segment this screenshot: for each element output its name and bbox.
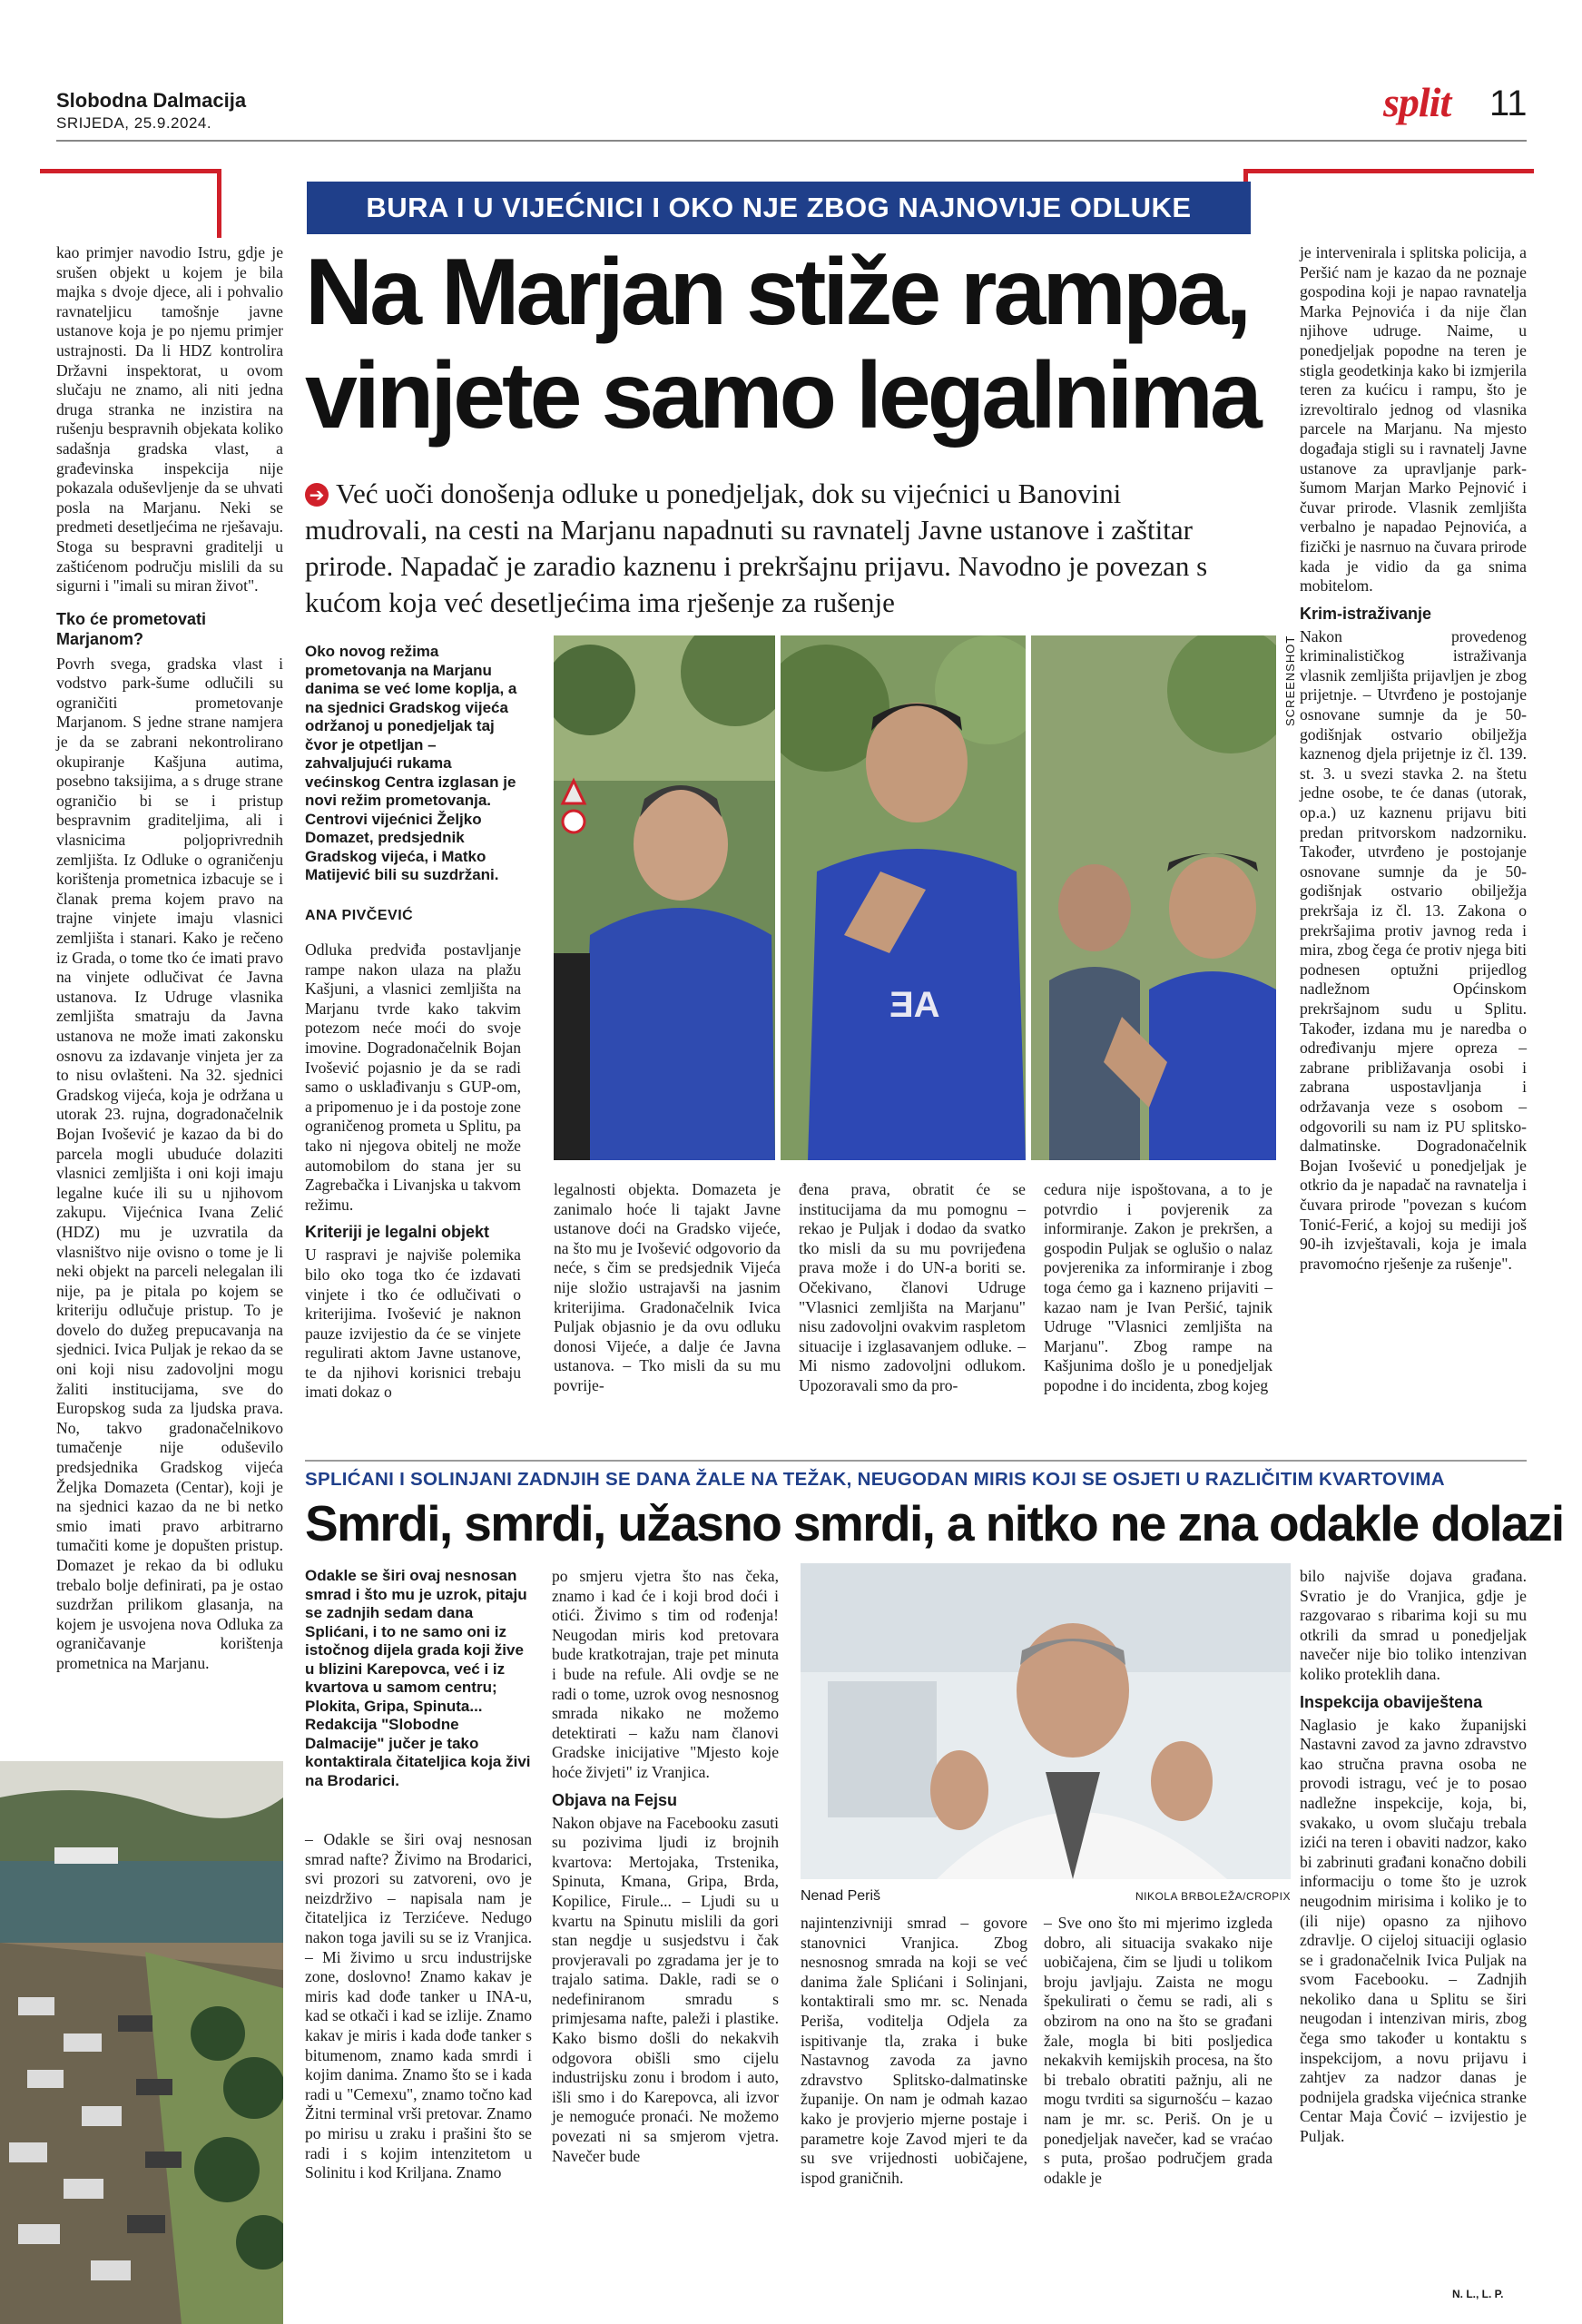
- second-column-5-text-b: Naglasio je kako županijski Nastavni zavod za javno zdravstvo kao stručna pravna osoba ne provodi istragu, već je to posao nadležne inspekcije, koja, bi, svakako, u ovom slučaju trebala izići na teren i obaviti nadzor, kako bi zabrinuti građani konačno dobili informaciju o tome što je uzrok neugodnim mirisima i koliko je to (ili nije) opasno za njihovo zdravlje. O cijeloj situaciji oglasio se i gradonačelnik Ivica Puljak na svom Facebooku. – Zadnjih nekoliko dana u Splitu se širi neugodan i intenzivan miris, zbog čega smo također u kontaktu s inspekcijom, a novu prijavu i zahtjev za nadzor danas je podnijela gradska vijećnica stranke Centar Maja Čović – izvijestio je Puljak.: [1300, 1715, 1527, 2146]
- top-story-right-column: [1300, 243, 1527, 1274]
- second-story-column-4: [1044, 1914, 1272, 2188]
- right-column-text-b: Nakon provedenog kriminalističkog istraživanja vlasnik zemljišta prijavljen je zbog prijetnje. – Utvrđeno je postojanje osnovane sumnje da je 50-godišnjak ostvario obilježja kaznenog djela prijetnje iz čl. 139. st. 3. u svezi stavka 2. na štetu jedne osobe, te će danas (utorak, op.a.) uz kaznenu prijavu biti predan pritvorskom nadzorniku. Također, utvrđeno je postojanje osnovane sumnje da je 50-godišnjak ostvario obilježja prekršaja iz čl. 13. Zakona o prekršajima protiv javnog reda i mira, zbog čega će protiv njega biti podnesen optužni prijedlog nadležnom Općinskom prekršajnom sudu u Splitu. Također, izdana mu je naredba o određivanju mjere opreza – zabrane približavanja osobi i zabrana uspostavljanja i održavanja veze s osobom – odgovorili su nam iz PU splitsko-dalmatinske. Dogradonačelnik Bojan Ivošević u ponedjeljak je otkrio da je napadač na ravnatelja i čuvara prirode "povezan s kućom Tonić-Ferić, a kojoj su mediji još 90-ih izvještavali, koja je imala pravomoćno rješenje za rušenje".: [1300, 626, 1527, 1273]
- column-4-text: đena prava, obratit će se institucijama da mu pomognu – rekao je Puljak i dodao da svatko tko misli da su mu povrijeđena prava može i do UN-a boriti se. Očekivano, članovi Udruge "Vlasnici zemljišta na Marjanu" nisu zadovoljni ovakvim raspletom situacije i izglasavanjem odluke. – Mi nismo zadovoljni odlukom. Upozoravali smo da pro-: [799, 1180, 1026, 1394]
- second-column-2-subhead: Objava na Fejsu: [552, 1790, 678, 1809]
- masthead-paper: Slobodna Dalmacija: [56, 89, 247, 112]
- second-story-headline: Smrdi, smrdi, užasno smrdi, a nitko ne zna odakle dolazi: [305, 1495, 1564, 1551]
- top-story-deck-text: Već uoči donošenja odluke u ponedjeljak, dok su vijećnici u Banovini mudrovali, na cesti na Marjanu napadnuti su ravnatelj Javne ustanove i zaštitar prirode. Napadač je zaradio kaznenu i prekršajnu prijavu. Navodno je povezan s kućom koja već desetljećima ima rješenje za rušenje: [305, 478, 1208, 618]
- top-story-lead: Oko novog režima prometovanja na Marjanu danima se već lome koplja, a na sjednici Gradskog vijeća održanoj u ponedjeljak taj čvor je otpetljan – zahvaljujući rukama većinskog Centra izglasan je novi režim prometovanja. Centrovi vijećnici Željko Domazet, predsjednik Gradskog vijeća, i Matko Matijević bili su suzdržani.: [305, 643, 517, 883]
- second-story-column-5: [1300, 1567, 1527, 2147]
- top-story-headline-line1: Na Marjan stiže rampa,: [305, 240, 1249, 345]
- second-column-5-text-a: bilo najviše dojava građana. Svratio je do Vranjica, gdje je razgovarao s ribarima koji su mu otkrili da smrad u ponedjeljak navečer nije bio toliko intenzivan koliko proteklih dana.: [1300, 1567, 1527, 1683]
- top-story-column-3: [554, 1180, 781, 1396]
- arrow-bullet-icon: ➔: [305, 483, 329, 507]
- incident-photo-3: [1031, 635, 1276, 1160]
- svg-text:ƎA: ƎA: [889, 985, 940, 1025]
- left-column-text-b: Povrh svega, gradska vlast i vodstvo park-šume odlučili su ograničiti prometovanje Marjanom. S jedne strane namjera je da se zabrani nekontrolirano okupiranje Kašjuna autima, posebno taksijima, a s druge strane ograničio bi se i pristup bespravnim graditeljima, ali i vlasnicima poljoprivrednih zemljišta. Iz Odluke o ograničenju korištenja prometnica izbacuje se i članak prema kojem pravo na trajne vinjete imaju vlasnici zemljišta i stanari. Kako je rečeno iz Grada, o tome tko će imati pravo na vinjete odlučivat će Javna ustanova. Iz Udruge vlasnika zemljišta smatraju da Javna ustanova ne može imati zakonsku osnovu za izdavanje vinjeta jer za to nisu ovlašteni. Na 32. sjednici Gradskog vijeća, koja je održana u utorak 23. rujna, dogradonačelnik Bojan Ivošević je kazao da bi do parcela mogli ubuduće dolaziti vlasnici zemljišta i oni koji imaju legalne kuće ili su u njihovom zakupu. Vijećnica Ivana Zelić (HDZ) mu je uzvratila da vlasništvo nije ovisno o tome je li neki objekt na parceli nelegalan ili nije, pa je pitala po kojem se kriteriju odlučuje pristup. To je dovelo do dužeg prepucavanja na sjednici. Ivica Puljak je rekao da se oni koji nisu zadovoljni mogu žaliti institucijama, sve do Europskog suda za ljudska prava. No, takvo gradonačelnikovo tumačenje nije oduševilo predsjednika Gradskog vijeća Željka Domazeta (Centar), koji je na sjednici kazao da ne bi netko smio imati pravo arbitrarno tumačiti kome je dopušten pristup. Domazet je rekao da bi odluku trebalo bolje definirati, pa je ostao suzdržan prilikom glasanja, na kojem je usvojena nova Odluka za ograničavanje korištenja prometnica na Marjanu.: [56, 654, 283, 1672]
- top-story-column-4: [799, 1180, 1026, 1396]
- right-column-text-a: je intervenirala i splitska policija, a Peršić nam je kazao da ne poznaje gospodina koji je napao ravnatelja Marka Pejnovića i da nije član njihove udruge. Naime, u ponedjeljak popodne na teren je stigla geodetkinja kako bi izmjerila teren za kućicu i rampu, što je izrevoltiralo jednog od vlasnika parcele na Marjanu. Na mjesto događaja stigli su i ravnatelj Javne ustanove za upravljanje park-šumom Marjan Marko Pejnović i čuvar prirode. Vlasnik zemljišta verbalno je napadao Pejnovića, a fizički je nasrnuo na čuvara prirode kada je vidio da ga snima mobitelom.: [1300, 243, 1527, 596]
- second-story-lead: Odakle se širi ovaj nesnosan smrad i što mu je uzrok, pitaju se zadnjih sedam dana Splićani, i to ne samo oni iz istočnog dijela grada koji žive u blizini Karepovca, već i iz kvartova u samom centru; Plokita, Gripa, Spinuta... Redakcija "Slobodne Dalmacije" jučer je tako kontaktirala čitateljica koja živi na Brodarici.: [305, 1567, 531, 1789]
- nenad-peris-photo: [801, 1563, 1291, 1879]
- photo-caption-credit: NIKOLA BRBOLEŽA/CROPIX: [1135, 1890, 1291, 1903]
- second-story-kicker: SPLIĆANI I SOLINJANI ZADNJIH SE DANA ŽALE NA TEŽAK, NEUGODAN MIRIS KOJI SE OSJETI U RAZLIČITIM KVARTOVIMA: [305, 1469, 1445, 1490]
- incident-photo-2: [781, 635, 1026, 1160]
- second-story-divider: [305, 1460, 1527, 1462]
- second-column-4-text: – Sve ono što mi mjerimo izgleda dobro, ali situacija svakako nije uobičajena, čim se ljudi u tolikom broju javljaju. Zaista ne mogu špekulirati o čemu se radi, ali s obzirom na ono na što se građani žale, mogla bi biti posljedica nekakvih kemijskih procesa, na što bi trebalo obratiti pažnju, ali ne mogu tvrditi sa sigurnošću – kazao nam je mr. sc. Periš. On je u ponedjeljak navečer, kad se vraćao s puta, prošao područjem grada odakle je: [1044, 1914, 1272, 2187]
- second-story-column-1: [305, 1830, 532, 2183]
- second-story-column-3: [801, 1914, 1027, 2188]
- masthead-section: split: [1383, 79, 1451, 125]
- second-column-1-text: – Odakle se širi ovaj nesnosan smrad nafte? Živimo na Brodarici, svi prozori su zatvoreni, ovo je neizdrživo – napisala nam je čitateljica iz Terzićeve. Nedugo nakon toga javili su se iz Vranjica. – Mi živimo u srcu industrijske zone, doslovno! Znamo kakav je miris kad dođe tanker u INA-u, kad se otkači i kad se izlije. Znamo kakav je miris i kada dođe tanker s bitumenom, znamo kada smrdi i kojim danima. Znamo što se i kada radi u "Cemexu", znamo točno kad Žitni terminal vrši pretovar. Znamo po mirisu u zraku i prašini što se radi i s kojim intenzitetom u Solinitu i kod Kriljana. Znamo: [305, 1830, 532, 2182]
- masthead-date: SRIJEDA, 25.9.2024.: [56, 114, 212, 132]
- mid-column-text-b: U raspravi je najviše polemika bilo oko toga tko će izdavati vinjete i tko će odlučivati o kriterijima. Ivošević je naknon pauze izvijestio da će se vinjete regulirati aktom Javne ustanove, te da njihovi korisnici trebaju imati dokaz o: [305, 1246, 521, 1402]
- mid-column-text-a: Odluka predviđa postavljanje rampe nakon ulaza na plažu Kašjuni, a vlasnici zemljišta na Marjanu tvrde kako takvim potezom neće moći do svoje imovine. Dogradonačelnik Bojan Ivošević pojasnio je da se radi samo o usklađivanju s GUP-om, a pripomenuo je i da postoje zone ograničenog prometa u Splitu, pa tako ni njegova obitelj ne može automobilom do stana jer su Zagrebačka i Livanjska u takvom režimu.: [305, 940, 521, 1214]
- left-column-text-a: kao primjer navodio Istru, gdje je srušen objekt u kojem je bila majka s dvoje djece, ali i pohvalio ravnateljicu tamošnje javne ustanove koja je po njemu primjer ustrajnosti. Da li HDZ kontrolira Državni inspektorat, u ovom slučaju ne znamo, ali niti jedna druga stranka ne inzistira na rušenju bespravnih objekata koliko sadašnja gradska vlast, a građevinska inspekcija nije pokazala oduševljenje da se uhvati posla na Marjanu. Neki se predmeti desetljećima ne rješavaju. Stoga su bespravni graditelji u zaštićenom području mislili da su sigurni i "imali su miran život".: [56, 243, 283, 596]
- column-5-text: cedura nije ispoštovana, a to je potvrdio i povjerenik za informiranje. Zakon je prekršen, a gospodin Puljak se oglušio o nalaz povjerenika za informiranje i zbog toga ćemo ga i kazneno prijaviti – kazao nam je Ivan Peršić, tajnik Udruge "Vlasnici zemljišta na Marjanu". Zbog rampe na Kašjunima došlo je u ponedjeljak popodne i do incidenta, zbog kojeg: [1044, 1180, 1272, 1394]
- second-story-signature: N. L., L. P.: [1452, 2288, 1504, 2300]
- column-3-text: legalnosti objekta. Domazeta je zanimalo hoće li tajakt Javne ustanove doći na Gradsko vijeće, na što mu je Ivošević odgovorio da neće, s čim se predsjednik Vijeća nije složio ustrajavši na jasnim kriterijima. Gradonačelnik Ivica Puljak objasnio je da ovu odluku donosi Vijeće, a dalje će Javna ustanova. – Tko misli da su mu povrije-: [554, 1180, 781, 1394]
- accent-bracket-left: [40, 169, 221, 238]
- second-column-2-text-b: Nakon objave na Facebooku zasuti su pozivima ljudi iz brojnih kvartova: Mertojaka, Trstenika, Spinuta, Kmana, Gripa, Brda, Kopilice, Firule... – Ljudi su u kvartu na Spinutu mislili da gori stan negdje u susjedstvu i čak provjeravali po zgradama jer je to trajalo satima. Dakle, radi se o nedefiniranom smradu s primjesama nafte, paleži i plastike. Kako bismo došli do nekakvih odgovora obišli smo cijelu industrijsku zonu i brodom i auto, išli smo i do Karepovca, ali izvor je nemoguće pronaći. Ne možemo povezati ni sa smjerom vjetra. Navečer bude: [552, 1813, 779, 2165]
- kasjuni-beach-photo: [0, 1761, 283, 2324]
- photo-caption-name: Nenad Periš: [801, 1888, 881, 1904]
- accent-bracket-right: [1243, 169, 1534, 223]
- masthead-divider: [56, 140, 1527, 142]
- left-column-subhead: Tko će prometovati Marjanom?: [56, 609, 207, 648]
- incident-photo-credit: SCREENSHOT: [1283, 635, 1297, 726]
- top-story-kicker: BURA I U VIJEĆNICI I OKO NJE ZBOG NAJNOVIJE ODLUKE: [307, 182, 1251, 234]
- top-story-headline-line2: vinjete samo legalnima: [305, 343, 1259, 448]
- top-story-deck: [305, 476, 1240, 621]
- incident-photo-1: [554, 635, 775, 1160]
- top-story-mid-column: [305, 940, 521, 1403]
- top-story-column-5: [1044, 1180, 1272, 1396]
- second-story-column-2: [552, 1567, 779, 2166]
- masthead-page-number: 11: [1489, 84, 1528, 123]
- top-story-left-column: [56, 243, 283, 1674]
- top-story-byline: ANA PIVČEVIĆ: [305, 908, 414, 923]
- second-column-5-subhead: Inspekcija obaviještena: [1300, 1692, 1483, 1711]
- right-column-subhead: Krim-istraživanje: [1300, 604, 1432, 623]
- second-column-3-text: najintenzivniji smrad – govore stanovnici Vranjica. Zbog nesnosnog smrada na koji se već danima žale Splićani i Solinjani, kontaktirali smo mr. sc. Nenada Periša, voditelja Odjela za ispitivanje tla, zraka i buke Nastavnog zavoda za javno zdravstvo Splitsko-dalmatinske županije. On nam je odmah kazao kako je provjerio mjerne postaje i parametre koje Zavod mjeri te da su sve vrijednosti uobičajene, ispod graničnih.: [801, 1914, 1027, 2187]
- second-column-2-text-a: po smjeru vjetra što nas čeka, znamo i kad će i koji brod doći i otići. Živimo s tim od rođenja! Neugodan miris kod pretovara bude kratkotrajan, traje pet minuta i bude na refule. Ali ovdje se ne radi o tome, uzrok ovog nesnosnog smrada nikako ne možemo detektirati – kažu nam članovi Gradske inicijative "Mjesto koje hoće živjeti" iz Vranjica.: [552, 1567, 779, 1781]
- mid-column-subhead: Kriteriji je legalni objekt: [305, 1223, 490, 1242]
